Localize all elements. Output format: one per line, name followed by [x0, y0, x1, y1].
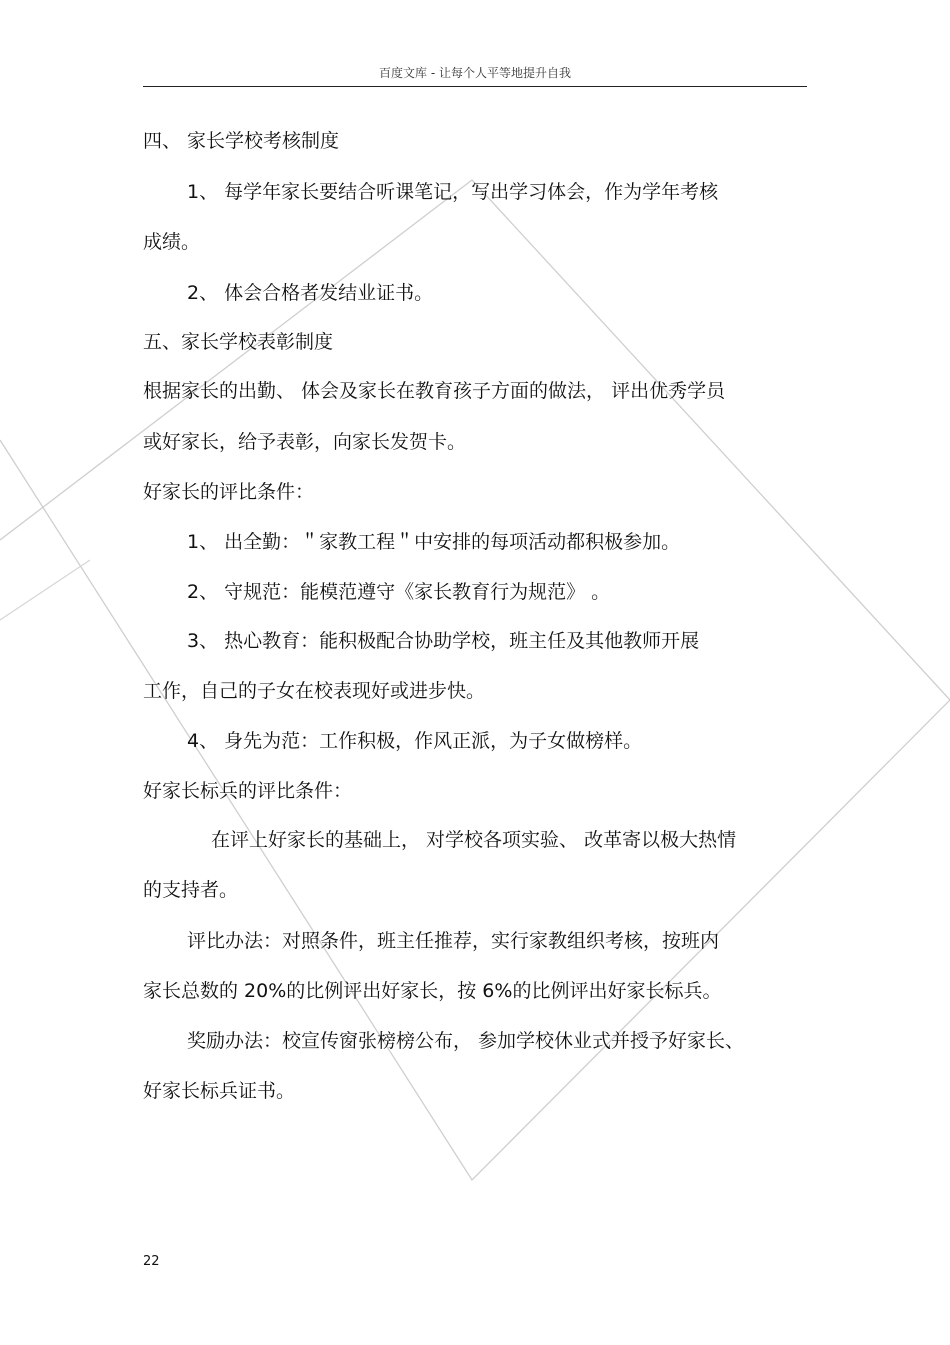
good-parent-item-4: 4、 身先为范：工作积极，作风正派，为子女做榜样。	[187, 730, 643, 752]
reward-method: 奖励办法：校宣传窗张榜榜公布， 参加学校休业式并授予好家长、	[187, 1030, 745, 1052]
good-parent-criteria-title: 好家长的评比条件：	[143, 481, 315, 503]
section-5-title: 五、家长学校表彰制度	[143, 331, 334, 353]
good-parent-item-3: 3、 热心教育：能积极配合协助学校，班主任及其他教师开展	[187, 630, 700, 652]
section-4-item-1: 1、 每学年家长要结合听课笔记，写出学习体会，作为学年考核	[187, 181, 719, 203]
good-parent-item-2: 2、 守规范：能模范遵守《家长教育行为规范》 。	[187, 581, 611, 603]
good-parent-item-1: 1、 出全勤：＂家教工程＂中安排的每项活动都积极参加。	[187, 531, 681, 553]
section-5-intro-cont: 或好家长，给予表彰，向家长发贺卡。	[143, 431, 467, 453]
good-parent-item-3-cont: 工作，自己的子女在校表现好或进步快。	[143, 680, 486, 702]
section-4-item-1-cont: 成绩。	[143, 231, 201, 253]
section-5-intro: 根据家长的出勤、 体会及家长在教育孩子方面的做法， 评出优秀学员	[143, 380, 726, 402]
evaluation-method-cont: 家长总数的 20%的比例评出好家长，按 6%的比例评出好家长标兵。	[143, 980, 722, 1002]
reward-method-cont: 好家长标兵证书。	[143, 1080, 296, 1102]
model-parent-text: 在评上好家长的基础上， 对学校各项实验、 改革寄以极大热情	[211, 829, 737, 851]
section-4-item-2: 2、 体会合格者发结业证书。	[187, 282, 434, 304]
model-parent-text-cont: 的支持者。	[143, 879, 239, 901]
section-4-title: 四、 家长学校考核制度	[143, 130, 340, 152]
model-parent-criteria-title: 好家长标兵的评比条件：	[143, 780, 353, 802]
evaluation-method: 评比办法：对照条件，班主任推荐，实行家教组织考核，按班内	[187, 930, 720, 952]
header-divider	[143, 86, 807, 87]
page-number: 22	[143, 1254, 160, 1269]
page-header: 百度文库 - 让每个人平等地提升自我	[379, 66, 571, 80]
